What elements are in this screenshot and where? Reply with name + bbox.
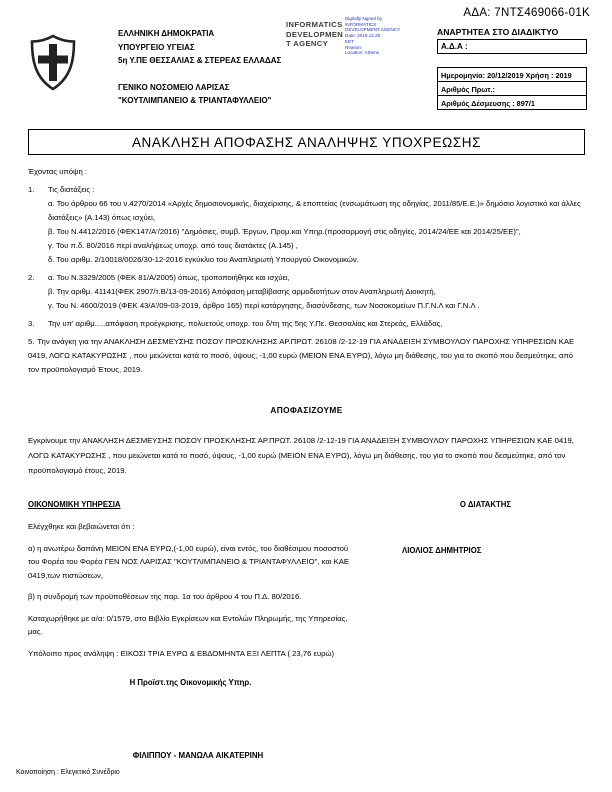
org-line: ΓΕΝΙΚΟ ΝΟΣΟΜΕΙΟ ΛΑΡΙΣΑΣ xyxy=(118,82,230,92)
item-subitem: β. Την αριθμ. 41141(ΦΕΚ 2907/τ.Β/13-09-2016) Απόφαση μεταβίβασης αρμοδιοτήτων στον Αναπληρωτή Διοικητή, xyxy=(48,287,436,296)
item-subitem: γ. Του π.δ. 80/2016 περί αναλήψεως υποχρ. από τους διατάκτες (Α.145) , xyxy=(48,241,298,250)
finance-balance-note: Υπόλοιπο προς ανάληψη : ΕΙΚΟΣΙ ΤΡΙΑ ΕΥΡΩ & ΕΒΔΟΜΗΝΤΑ ΕΞΙ ΛΕΠΤΑ ( 23,76 ευρώ) xyxy=(28,648,335,658)
signature-line: INFORMATICS xyxy=(345,21,377,27)
finance-check-intro: Ελέγχθηκε και βεβαιώνεται ότι : xyxy=(28,522,135,531)
document-body xyxy=(28,165,585,690)
finance-item-b: β) η συνδρομή των προϋποθέσεων της παρ. 1α του άρθρου 4 του Π.Δ. 80/2016. xyxy=(28,592,302,601)
org-line: "ΚΟΥΤΛΙΜΠΑΝΕΙΟ & ΤΡΙΑΝΤΑΦΥΛΛΕΙΟ" xyxy=(118,96,272,105)
ada-field-box xyxy=(437,39,587,54)
finance-service-column xyxy=(28,498,353,690)
item-subitem: α. Του άρθρου 66 του ν.4270/2014 «Αρχές δημοσιονομικής, διαχείρισης, & εποπτείας (ενσωμάτωση της οδηγίας, 2011/85/Ε.Ε.)» δημόσιο λογιστικό και άλλες διατάξεις» (Α.143) όπως ισχύει, xyxy=(48,199,581,222)
stamp-line: T AGENCY xyxy=(286,39,329,48)
signature-columns xyxy=(28,498,585,690)
protocol-number-box: Αριθμός Πρωτ.: xyxy=(437,81,587,96)
signature-line: Date: 2019.12.20 xyxy=(345,33,381,39)
orderer-name: ΛΙΟΛΙΟΣ ΔΗΜΗΤΡΙΟΣ xyxy=(402,546,482,555)
item-number: 1. xyxy=(28,185,35,194)
org-line: 5η Υ.ΠΕ ΘΕΣΣΑΛΙΑΣ & ΣΤΕΡΕΑΣ ΕΛΛΑΔΑΣ xyxy=(118,56,282,65)
copy-to-note: Κοινοποίηση : Ελεγκτικό Συνέδριο xyxy=(16,769,120,776)
decision-heading: ΑΠΟΦΑΣΙΖΟΥΜΕ xyxy=(270,405,343,415)
org-line: ΕΛΛΗΝΙΚΗ ΔΗΜΟΚΡΑΤΙΑ xyxy=(118,29,215,38)
item-text: Την υπ' αριθμ.....απόφαση προέγκρισης, πολυετούς υποχρ. του δ/τη της 5ης Υ.Πε. Θεσσαλίας και Στερεάς, Ελλάδας, xyxy=(48,319,443,328)
greek-coat-of-arms-icon xyxy=(30,34,76,92)
finance-head-title: Η Προϊστ.της Οικονομικής Υπηρ. xyxy=(129,678,252,687)
item-text: Τις διατάξεις : xyxy=(48,185,95,194)
ada-code: ΑΔΑ: 7ΝΤΣ469066-01Κ xyxy=(463,7,590,19)
legal-basis-item-2 xyxy=(28,271,585,313)
finance-item-a: α) η ανωτέρω δαπάνη ΜΕΙΟΝ ΕΝΑ ΕΥΡΩ,(-1,00 ευρώ), είναι εντός, του διαθέσιμου ποσοστού του Φορέα του Φορέα ΓΕΝ ΝΟΣ ΛΑΡΙΣΑΣ "ΚΟΥΤΛΙΜΠΑΝΕΙΟ & ΤΡΙΑΝΤΑΦΥΛΛΕΙΟ", και ΚΑΕ 0419,των πιστώσεων, xyxy=(28,543,350,580)
finance-head-name: ΦΙΛΙΠΠΟΥ - ΜΑΝΩΛΑ ΑΙΚΑΤΕΡΙΝΗ xyxy=(132,751,264,760)
shield-cross-icon xyxy=(30,34,76,92)
header-field-boxes xyxy=(437,68,587,110)
commitment-number-box: Αριθμός Δέσμευσης : 897/1 xyxy=(437,95,587,110)
decision-paragraph: Εγκρίνουμε την ΑΝΑΚΛΗΣΗ ΔΕΣΜΕΥΣΗΣ ΠΟΣΟΥ ΠΡΟΣΚΛΗΣΗΣ ΑΡ.ΠΡΩΤ. 26108 /2-12-19 ΓΙΑ ΑΝΑΔΕΙΞΗ ΣΥΜΒΟΥΛΟΥ ΠΑΡΟΧΗΣ ΥΠΗΡΕΣΙΩΝ ΚΑΕ 0419, ΛΟΓΩ ΚΑΤΑΚΥΡΩΣΗΣ , που μειώνεται κατά το ποσό, ύψους, -1,00 ευρώ (ΜΕΙΟΝ ΕΝΑ ΕΥΡΩ), λόγω μη διάθεσης, του για το σκοπό που δεσμεύτηκε, από τον προϋπολογισμό έτους, 2019. xyxy=(28,436,574,475)
legal-basis-item-3 xyxy=(28,317,585,331)
legal-basis-item-1 xyxy=(28,183,585,267)
signature-line: Location: Athens xyxy=(345,50,379,56)
ada-field-label: Α.Δ.Α : xyxy=(441,42,468,51)
signature-line: Digitally signed by xyxy=(345,16,383,21)
item-subitem: γ. Του Ν. 4600/2019 (ΦΕΚ 43/Α'/09-03-2019, άρθρο 165) περί κατάργησης, διασύνδεσης, των Νοσοκομείων Π.Γ.Ν.Λ και Γ.Ν.Λ . xyxy=(48,301,480,310)
finance-registered-note: Καταχωρήθηκε με α/α: 0/1579, στο Βιβλίο Εγκρίσεων και Εντολών Πληρωμής, της Υπηρεσίας, μας. xyxy=(28,613,348,636)
digital-signature-stamp xyxy=(345,16,417,56)
orderer-column xyxy=(398,498,573,690)
date-field-box: Ημερομηνία: 20/12/2019 Χρήση : 2019 xyxy=(437,67,587,82)
org-line: ΥΠΟΥΡΓΕΙΟ ΥΓΕΙΑΣ xyxy=(118,42,195,52)
item-text: Την ανάγκη για την ΑΝΑΚΛΗΣΗ ΔΕΣΜΕΥΣΗΣ ΠΟΣΟΥ ΠΡΟΣΚΛΗΣΗΣ ΑΡ.ΠΡΩΤ. 26108 /2-12-19 ΓΙΑ ΑΝΑΔΕΙΞΗ ΣΥΜΒΟΥΛΟΥ ΠΑΡΟΧΗΣ ΥΠΗΡΕΣΙΩΝ ΚΑΕ 0419, ΛΟΓΩ ΚΑΤΑΚΥΡΩΣΗΣ , που μειώνεται κατά το ποσό, ύψους, -1,00 ευρώ (ΜΕΙΟΝ ΕΝΑ ΕΥΡΩ), λόγω μη διάθεσης, του για το σκοπό που δεσμεύτηκε, από τον προϋπολογισμό Έτους, 2019. xyxy=(28,337,575,374)
item-subitem: β. Του Ν.4412/2016 (ΦΕΚ147/Α'/2016) "Δημόσιες, συμβ. Έργων, Προμ.και Υπηρ.(προσαρμογή στις οδηγίες, 2014/24/ΕΕ και 2014/25/ΕΕ)", xyxy=(48,227,521,236)
signature-stamp-agency xyxy=(286,20,343,49)
item-number: 3. xyxy=(28,319,35,328)
organization-header xyxy=(118,27,281,108)
stamp-line: INFORMATICS xyxy=(286,20,343,29)
legal-basis-item-5 xyxy=(28,335,585,377)
signature-line: Reason: xyxy=(345,44,363,50)
anartitea-label: ΑΝΑΡΤΗΤΕΑ ΣΤΟ ΔΙΑΔΙΚΤΥΟ xyxy=(437,27,559,37)
item-number: 5. xyxy=(28,337,35,346)
item-number: 2. xyxy=(28,273,35,282)
signature-line: EET xyxy=(345,38,354,44)
signature-line: DEVELOPMENT AGENCY xyxy=(345,27,401,33)
document-title: ΑΝΑΚΛΗΣΗ ΑΠΟΦΑΣΗΣ ΑΝΑΛΗΨΗΣ ΥΠΟΧΡΕΩΣΗΣ xyxy=(28,129,585,155)
orderer-title: Ο ΔΙΑΤΑΚΤΗΣ xyxy=(459,500,512,509)
stamp-line: DEVELOPMEN xyxy=(286,29,344,39)
having-regard-intro: Έχοντας υπόψη : xyxy=(28,167,87,176)
item-subitem: δ. Του αριθμ. 2/10018/0026/30-12-2016 εγκύκλιο του Αναπληρωτή Υπουργού Οικονομικών. xyxy=(48,255,359,264)
item-subitem: α. Του Ν.3329/2005 (ΦΕΚ 81/Α/2005) όπως, τροποποιήθηκε και ισχύει, xyxy=(48,273,290,282)
finance-service-heading: ΟΙΚΟΝΟΜΙΚΗ ΥΠΗΡΕΣΙΑ xyxy=(28,500,121,509)
